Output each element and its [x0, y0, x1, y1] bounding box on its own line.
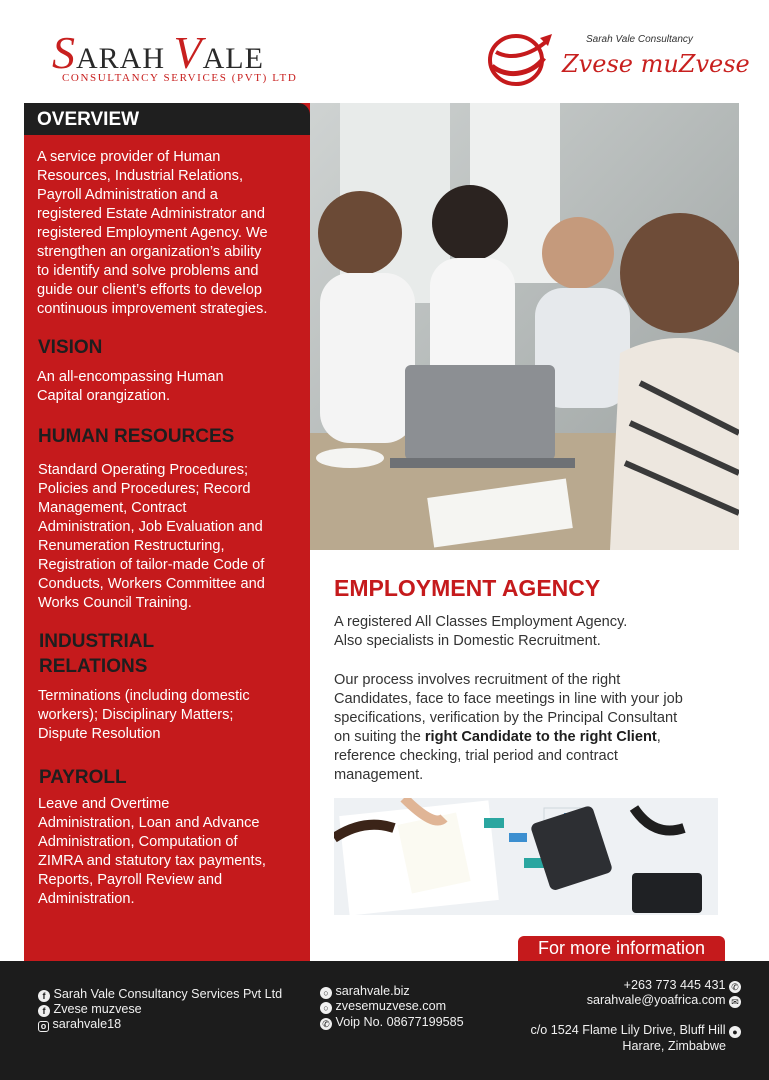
overview-line: registered Employment Agency. We [37, 225, 268, 241]
logo-word-1: ARAH [76, 42, 166, 75]
footer-company[interactable] [38, 987, 282, 1002]
footer-website-2[interactable] [320, 999, 446, 1014]
employment-agency-heading: EMPLOYMENT AGENCY [334, 575, 601, 601]
facebook-icon: f [38, 1005, 50, 1017]
ir-line: Dispute Resolution [38, 726, 161, 742]
overview-line: registered Estate Administrator and [37, 206, 265, 222]
footer-address-line: Harare, Zimbabwe [622, 1039, 726, 1053]
hr-line: Policies and Procedures; Record [38, 481, 251, 497]
business-desk-photo [334, 798, 718, 915]
footer-facebook-name: Zvese muzvese [53, 1002, 142, 1016]
payroll-line: Administration. [38, 891, 135, 907]
footer-instagram[interactable] [38, 1017, 121, 1032]
footer-email-address: sarahvale@yoafrica.com [586, 993, 726, 1007]
vision-text [37, 368, 224, 406]
footer-website: zvesemuzvese.com [335, 999, 447, 1013]
logo-tagline: Sarah Vale Consultancy [586, 34, 693, 45]
footer-instagram-handle: sarahvale18 [52, 1017, 122, 1031]
overview-line: continuous improvement strategies. [37, 301, 268, 317]
ir-line: Terminations (including domestic [38, 688, 250, 704]
ir-heading [39, 629, 154, 679]
overview-title: OVERVIEW [37, 109, 140, 130]
hr-line: Registration of tailor-made Code of [38, 557, 265, 573]
facebook-icon: f [38, 990, 50, 1002]
process-line: Candidates, face to face meetings in line with your job [334, 691, 683, 707]
overview-tab [24, 103, 310, 135]
overview-line: A service provider of Human [37, 149, 221, 165]
footer-email[interactable] [587, 993, 741, 1008]
voip-icon: ✆ [320, 1018, 332, 1030]
footer-facebook[interactable] [38, 1002, 142, 1017]
payroll-line: ZIMRA and statutory tax payments, [38, 853, 266, 869]
overview-text [37, 148, 268, 319]
payroll-line: Administration, Loan and Advance [38, 815, 260, 831]
footer-website-1[interactable] [320, 984, 410, 999]
hr-line: Management, Contract [38, 500, 187, 516]
swoosh-arrow-icon [486, 30, 556, 88]
zvese-logo [486, 30, 750, 90]
payroll-line: Administration, Computation of [38, 834, 238, 850]
overview-line: strengthen an organization’s ability [37, 244, 262, 260]
more-information-button[interactable]: For more information [518, 936, 725, 961]
hr-line: Works Council Training. [38, 595, 192, 611]
logo-subtitle: CONSULTANCY SERVICES (PVT) LTD [62, 72, 298, 84]
overview-line: Payroll Administration and a [37, 187, 218, 203]
process-text: on suiting the [334, 729, 425, 745]
hr-line: Conducts, Workers Committee and [38, 576, 265, 592]
process-line: specifications, verification by the Principal Consultant [334, 710, 678, 726]
sarah-vale-logo [52, 26, 302, 92]
vision-line: An all-encompassing Human [37, 369, 224, 385]
team-meeting-photo [310, 103, 739, 550]
payroll-text [38, 795, 266, 909]
footer-address-1 [530, 1023, 741, 1038]
footer-phone-number: +263 773 445 431 [623, 978, 726, 992]
footer-company-name: Sarah Vale Consultancy Services Pvt Ltd [53, 987, 283, 1001]
process-text: , [656, 729, 661, 745]
payroll-line: Reports, Payroll Review and [38, 872, 223, 888]
logo-word-2: ALE [202, 42, 264, 75]
hr-line: Renumeration Restructuring, [38, 538, 225, 554]
footer-address-2 [622, 1039, 726, 1054]
vision-heading: VISION [38, 337, 103, 358]
vision-line: Capital orangization. [37, 388, 171, 404]
employment-intro [334, 613, 724, 651]
process-line [334, 728, 724, 747]
payroll-line: Leave and Overtime [38, 796, 170, 812]
payroll-heading: PAYROLL [39, 767, 127, 788]
hr-line: Standard Operating Procedures; [38, 462, 249, 478]
logo-cap-s: S [52, 27, 76, 78]
process-line: management. [334, 767, 424, 783]
footer-voip [320, 1015, 464, 1030]
location-pin-icon: ● [729, 1026, 741, 1038]
footer-phone[interactable] [624, 978, 741, 993]
ir-line: workers); Disciplinary Matters; [38, 707, 234, 723]
footer-website: sarahvale.biz [335, 984, 410, 998]
ir-heading-line: INDUSTRIAL [39, 631, 155, 652]
ir-heading-line: RELATIONS [39, 656, 148, 677]
process-line: Our process involves recruitment of the right [334, 672, 621, 688]
footer-voip-number: Voip No. 08677199585 [335, 1015, 464, 1029]
logo-brand: Zvese muZvese [562, 50, 750, 78]
globe-icon: ○ [320, 987, 332, 999]
overview-line: guide our client’s efforts to develop [37, 282, 262, 298]
hr-text [38, 461, 265, 613]
globe-icon: ○ [320, 1002, 332, 1014]
process-line: reference checking, trial period and contract [334, 748, 618, 764]
employment-intro-line: A registered All Classes Employment Agency. [334, 614, 628, 630]
instagram-icon: o [38, 1021, 49, 1032]
overview-line: Resources, Industrial Relations, [37, 168, 244, 184]
overview-line: to identify and solve problems and [37, 263, 259, 279]
phone-icon: ✆ [729, 981, 741, 993]
employment-intro-line: Also specialists in Domestic Recruitment. [334, 633, 601, 649]
mail-icon: ✉ [729, 996, 741, 1008]
logo-cap-v: V [173, 27, 203, 78]
footer-address-line: c/o 1524 Flame Lily Drive, Bluff Hill [530, 1023, 726, 1037]
hr-line: Administration, Job Evaluation and [38, 519, 263, 535]
ir-text [38, 687, 250, 744]
process-highlight: right Candidate to the right Client [424, 729, 657, 745]
employment-process [334, 671, 724, 785]
hr-heading: HUMAN RESOURCES [38, 426, 235, 447]
